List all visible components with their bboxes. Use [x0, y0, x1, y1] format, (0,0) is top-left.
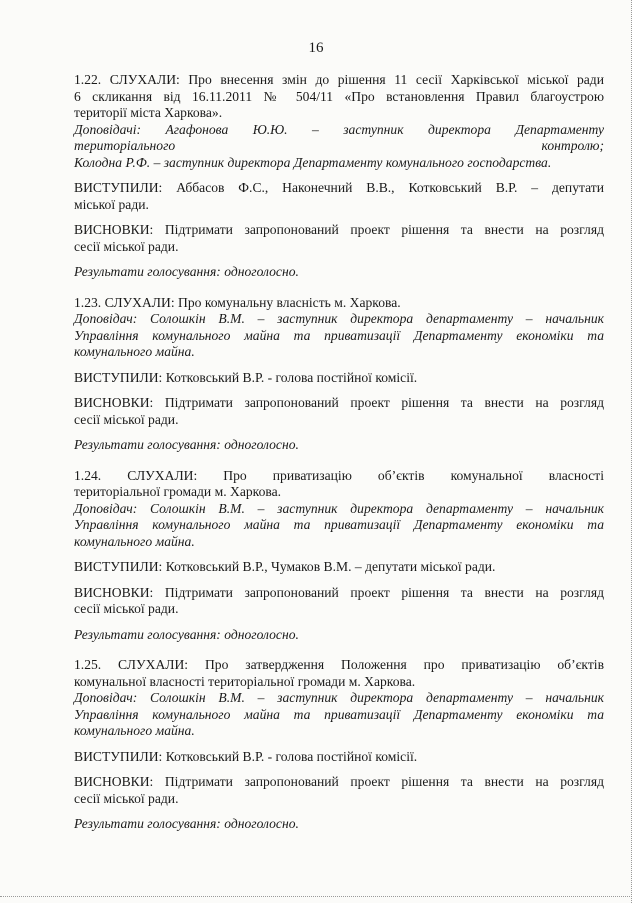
- page-number: 16: [308, 40, 324, 56]
- conclusions-paragraph-line: сесії міської ради.: [74, 790, 179, 806]
- speakers-paragraph-line: Доповідачі: Агафонова Ю.Ю. – заступник директора Департаменту: [74, 121, 604, 137]
- agenda-item: [74, 468, 604, 644]
- spoke-paragraph: [74, 370, 604, 387]
- heard-paragraph: [74, 295, 604, 312]
- speakers-paragraph-line: Колодна Р.Ф. – заступник директора Департаменту комунального господарства.: [74, 154, 552, 170]
- scan-edge-bottom: [0, 895, 632, 897]
- conclusions-paragraph-line: сесії міської ради.: [74, 238, 179, 254]
- speakers-paragraph-line: комунального майна.: [74, 533, 195, 549]
- spacer: [74, 618, 604, 627]
- spacer: [74, 213, 604, 222]
- spacer: [74, 765, 604, 774]
- spacer: [74, 428, 604, 437]
- spoke-paragraph-line: ВИСТУПИЛИ: Котковський В.Р. - голова постійної комісії.: [74, 369, 418, 385]
- spacer: [74, 386, 604, 395]
- spacer: [74, 171, 604, 180]
- speakers-paragraph-line: Управління комунального майна та приватизації Департаменту економіки та: [74, 517, 604, 532]
- speakers-paragraph-line: Доповідач: Солошкін В.М. – заступник директора департаменту – начальник: [74, 500, 604, 516]
- vote-result: Результати голосування: одноголосно.: [74, 626, 299, 642]
- heard-paragraph-line: 6 скликання від 16.11.2011 № 504/11 «Про встановлення Правил благоустрою: [74, 88, 604, 104]
- spoke-paragraph: [74, 749, 604, 766]
- heard-paragraph: [74, 657, 604, 690]
- vote-result: Результати голосування: одноголосно.: [74, 437, 299, 452]
- conclusions-paragraph-line: сесії міської ради.: [74, 601, 179, 616]
- spacer: [74, 281, 604, 295]
- spacer: [74, 255, 604, 264]
- conclusions-paragraph-line: ВИСНОВКИ: Підтримати запропонований проект рішення та внести на розгляд: [74, 222, 604, 237]
- speakers-paragraph-line: Доповідач: Солошкін В.М. – заступник директора департаменту – начальник: [74, 690, 604, 705]
- spoke-paragraph: [74, 559, 604, 576]
- speakers-paragraph: [74, 690, 604, 740]
- spacer: [74, 361, 604, 370]
- spacer: [74, 643, 604, 657]
- conclusions-paragraph: [74, 395, 604, 428]
- spacer: [74, 576, 604, 585]
- conclusions-paragraph-line: ВИСНОВКИ: Підтримати запропонований проект рішення та внести на розгляд: [74, 774, 604, 789]
- spacer: [74, 454, 604, 468]
- heard-paragraph: [74, 72, 604, 122]
- heard-paragraph-line: 1.22. СЛУХАЛИ: Про внесення змін до рішення 11 сесії Харківської міської ради: [74, 72, 604, 87]
- agenda-item: [74, 657, 604, 833]
- agenda-item: [74, 295, 604, 454]
- heard-paragraph-line: комунальної власності територіальної громади м. Харкова.: [74, 673, 416, 689]
- conclusions-paragraph-line: ВИСНОВКИ: Підтримати запропонований проект рішення та внести на розгляд: [74, 395, 604, 410]
- speakers-paragraph-line: комунального майна.: [74, 344, 195, 359]
- spoke-paragraph-line: ВИСТУПИЛИ: Аббасов Ф.С., Наконечний В.В., Котковський В.Р. – депутати: [74, 180, 604, 195]
- heard-paragraph-line: території міста Харкова».: [74, 105, 223, 120]
- spoke-paragraph: [74, 180, 604, 213]
- spoke-paragraph-line: ВИСТУПИЛИ: Котковський В.Р. - голова постійної комісії.: [74, 748, 418, 764]
- minutes-content: [74, 72, 604, 833]
- speakers-paragraph: [74, 122, 604, 172]
- speakers-paragraph-line: Управління комунального майна та приватизації Департаменту економіки та: [74, 327, 604, 343]
- heard-paragraph-line: 1.23. СЛУХАЛИ: Про комунальну власність м. Харкова.: [74, 294, 401, 310]
- heard-paragraph: [74, 468, 604, 501]
- vote-result: Результати голосування: одноголосно.: [74, 264, 299, 279]
- heard-paragraph-line: територіальної громади м. Харкова.: [74, 484, 282, 499]
- spacer: [74, 550, 604, 559]
- conclusions-paragraph-line: ВИСНОВКИ: Підтримати запропонований проект рішення та внести на розгляд: [74, 584, 604, 600]
- speakers-paragraph-line: Управління комунального майна та приватизації Департаменту економіки та: [74, 706, 604, 722]
- conclusions-paragraph: [74, 774, 604, 807]
- speakers-paragraph-line: комунального майна.: [74, 723, 195, 738]
- heard-paragraph-line: 1.24. СЛУХАЛИ: Про приватизацію об’єктів комунальної власності: [74, 467, 604, 483]
- conclusions-paragraph: [74, 585, 604, 618]
- spoke-paragraph-line: міської ради.: [74, 196, 149, 212]
- agenda-item: [74, 72, 604, 281]
- speakers-paragraph: [74, 311, 604, 361]
- speakers-paragraph-line: Доповідач: Солошкін В.М. – заступник директора департаменту – начальник: [74, 311, 604, 326]
- spacer: [74, 740, 604, 749]
- conclusions-paragraph: [74, 222, 604, 255]
- spoke-paragraph-line: ВИСТУПИЛИ: Котковський В.Р., Чумаков В.М. – депутати міської ради.: [74, 559, 496, 574]
- heard-paragraph-line: 1.25. СЛУХАЛИ: Про затвердження Положення про приватизацію об’єктів: [74, 657, 604, 672]
- speakers-paragraph: [74, 501, 604, 551]
- spacer: [74, 807, 604, 816]
- speakers-paragraph-line: територіального контролю;: [74, 138, 604, 153]
- vote-result: Результати голосування: одноголосно.: [74, 816, 299, 831]
- conclusions-paragraph-line: сесії міської ради.: [74, 411, 179, 427]
